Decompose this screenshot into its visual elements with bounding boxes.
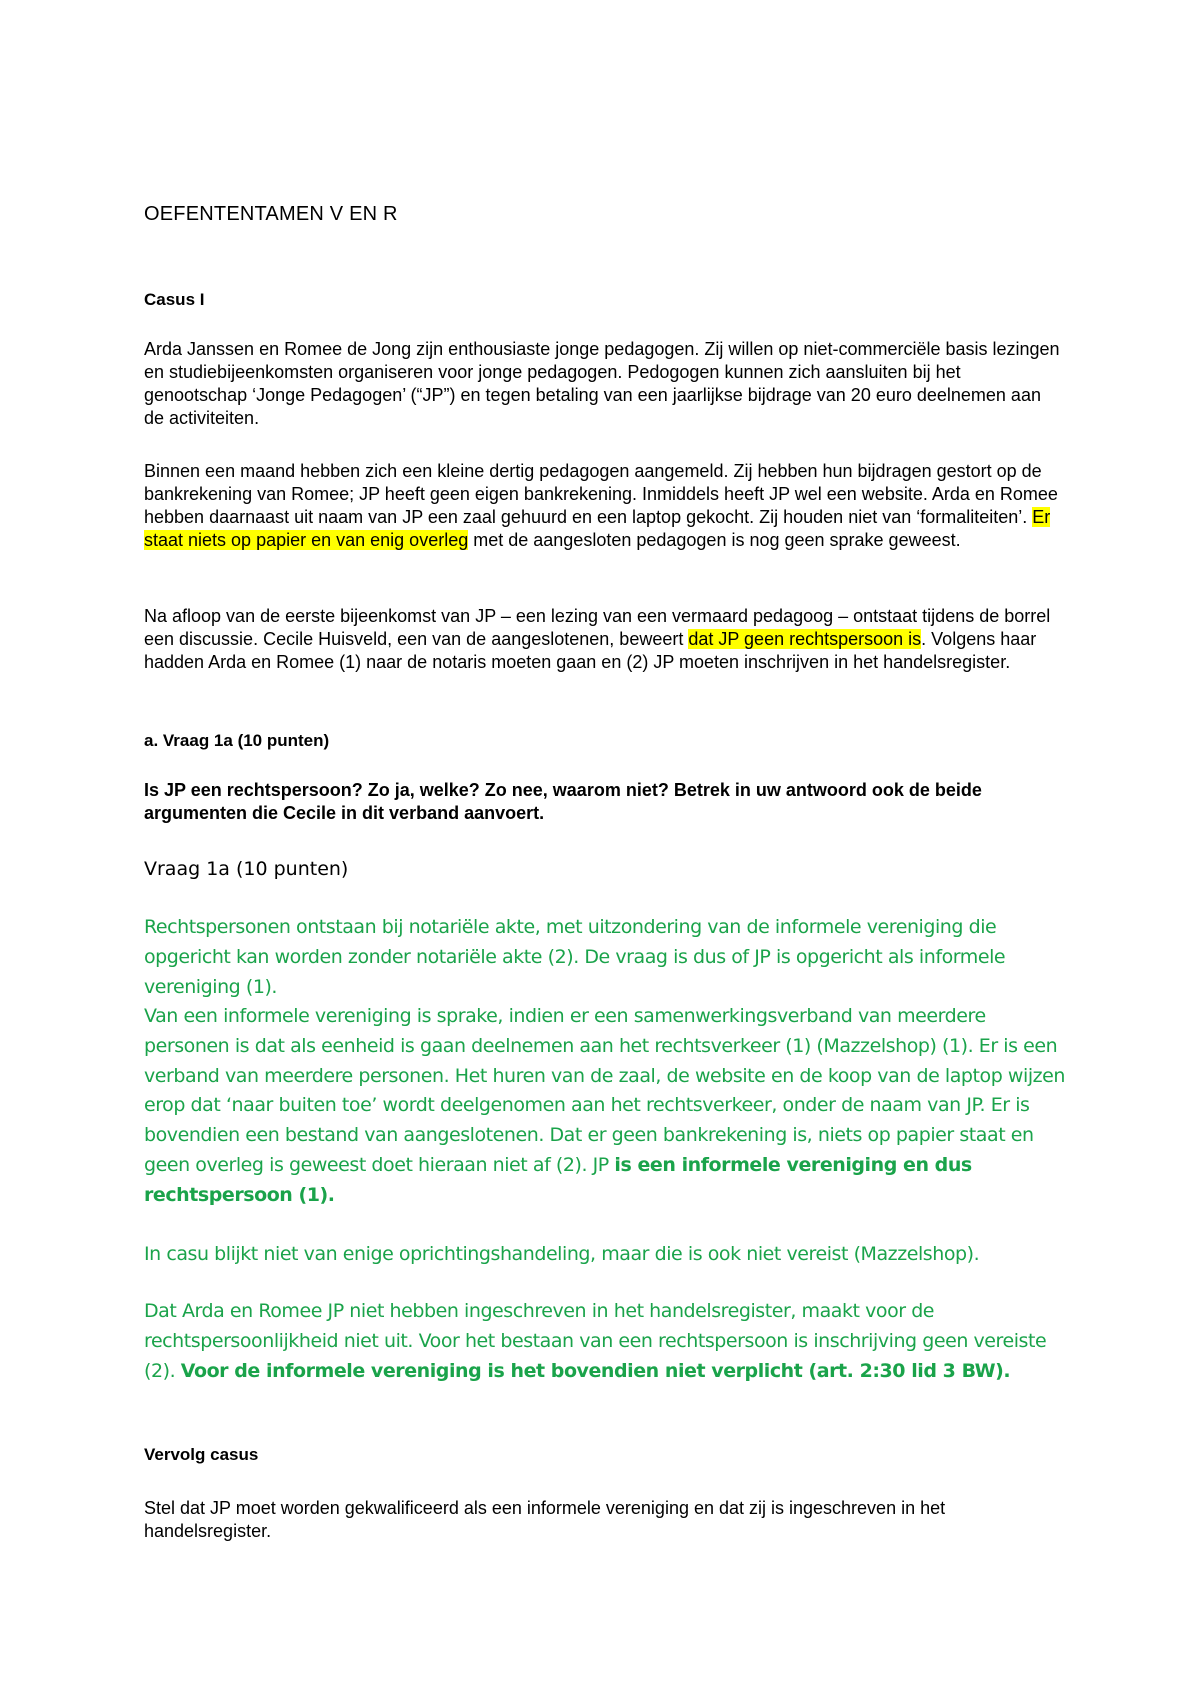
highlighted-text: Er staat niets op papier en van enig overleg	[144, 507, 1051, 550]
paragraph-text: . Volgens haar hadden Arda en Romee (1) naar de notaris moeten gaan en (2) JP moeten inschrijven in het handelsregister.	[144, 629, 1037, 672]
paragraph-text: Binnen een maand hebben zich een kleine dertig pedagogen aangemeld. Zij hebben hun bijdragen gestort op de bankrekening van Romee; JP heeft geen eigen bankrekening. Inmiddels heeft JP wel een website. Arda en Romee hebben daarnaast uit naam van JP een zaal gehuurd en een laptop gekocht. Zij houden niet van ‘formaliteiten’.	[144, 461, 1058, 527]
bold-text: Voor de informele vereniging is het bovendien niet verplicht (art. 2:30 lid 3 BW).	[180, 1359, 1011, 1382]
paragraph-text: Dat Arda en Romee JP niet hebben ingeschreven in het handelsregister, maakt voor de rechtspersoonlijkheid niet uit. Voor het bestaan van een rechtspersoon is inschrijving geen vereiste (2).	[144, 1300, 1047, 1382]
casus-paragraph-1: Arda Janssen en Romee de Jong zijn enthousiaste jonge pedagogen. Zij willen op niet-commerciële basis lezingen en studiebijeenkomsten organiseren voor jonge pedagogen. Pedogogen kunnen zich aansluiten bij het genootschap ‘Jonge Pedagogen’ (“JP”) en tegen betaling van een jaarlijkse bijdrage van 20 euro deelnemen aan de activiteiten.	[144, 339, 1060, 428]
vervolg-heading: Vervolg casus	[144, 1445, 259, 1464]
paragraph-text: Na afloop van de eerste bijeenkomst van JP – een lezing van een vermaard pedagoog – ontstaat tijdens de borrel een discussie. Cecile Huisveld, een van de aangeslotenen, beweert	[144, 606, 1051, 649]
document-title: OEFENTENTAMEN V EN R	[144, 203, 398, 225]
answer-paragraph-3: In casu blijkt niet van enige oprichtingshandeling, maar die is ook niet vereist (Mazzelshop).	[144, 1243, 980, 1265]
casus-paragraph-2	[144, 460, 1064, 552]
question-text: Is JP een rechtspersoon? Zo ja, welke? Zo nee, waarom niet? Betrek in uw antwoord ook de beide argumenten die Cecile in dit verband aanvoert.	[144, 780, 982, 823]
casus-heading: Casus I	[144, 290, 205, 309]
highlighted-text: dat JP geen rechtspersoon is	[688, 629, 922, 649]
answer-paragraph-2	[144, 1002, 1074, 1211]
question-heading: a. Vraag 1a (10 punten)	[144, 731, 330, 750]
casus-paragraph-3	[144, 605, 1064, 674]
answer-paragraph-1: Rechtspersonen ontstaan bij notariële akte, met uitzondering van de informele vereniging die opgericht kan worden zonder notariële akte (2). De vraag is dus of JP is opgericht als informele vereniging (1).	[144, 916, 1006, 998]
bold-text: is een informele vereniging en dus rechtspersoon (1).	[144, 1153, 972, 1206]
paragraph-text: Van een informele vereniging is sprake, indien er een samenwerkingsverband van meerdere personen is dat als eenheid is gaan deelnemen aan het rechtsverkeer (1) (Mazzelshop) (1). Er is een verband van meerdere personen. Het huren van de zaal, de website en de koop van de laptop wijzen erop dat ‘naar buiten toe’ wordt deelgenomen aan het rechtsverkeer, onder de naam van JP. Er is bovendien een bestand van aangeslotenen. Dat er geen bankrekening is, niets op papier staat en geen overleg is geweest doet hieraan niet af (2). JP	[144, 1005, 1066, 1176]
answer-heading: Vraag 1a (10 punten)	[144, 858, 349, 880]
answer-paragraph-4	[144, 1297, 1074, 1386]
vervolg-paragraph: Stel dat JP moet worden gekwalificeerd als een informele vereniging en dat zij is ingeschreven in het handelsregister.	[144, 1498, 946, 1541]
paragraph-text: met de aangesloten pedagogen is nog geen sprake geweest.	[468, 530, 961, 550]
